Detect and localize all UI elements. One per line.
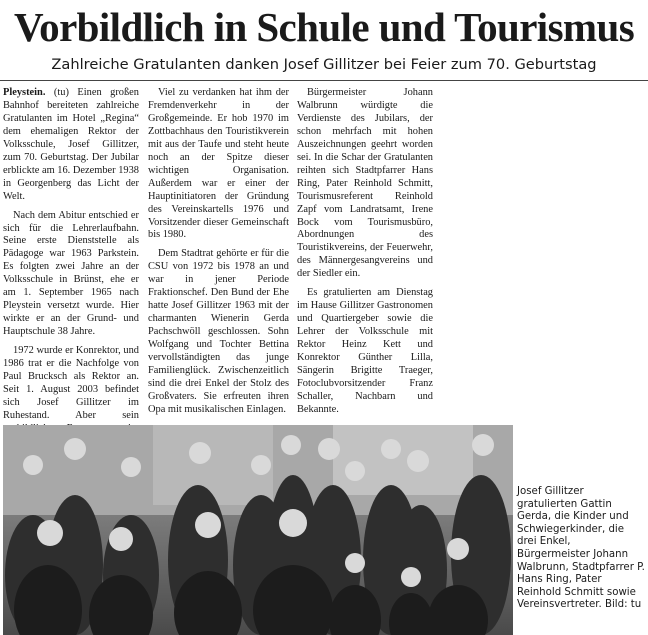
article-paragraph-3: 1972 wurde er Konrektor, und 1986 trat er die Nachfolge von Paul Brucksch als Rektor an. Seit 1. August 2003 befindet sich Josef Gillitzer im Ruhestand. Aber sein [3,345,139,421]
paragraph-text: (tu) Einen großen Bahnhof bereiteten zahlreiche Gratulanten im Hotel „Regina“ dem ehemaligen Rektor der Volksschule, Josef Gillitzer, zum 70. Geburtstag. Der Jubilar erblickte am 16. Dezember 1938 in Georgenberg das Licht der Welt. [3,87,139,202]
group-photo [3,425,513,635]
headline: Vorbildlich in Schule und Tourismus [13,4,635,50]
article-paragraph-5: Viel zu verdanken hat ihm der Fremdenverkehr in der Großgemeinde. Er hob 1970 im Zottbachhaus den Touristikverein mit aus der Taufe und steht heute noch an der Spitze dieser wichtigen Organisation. Außerdem war er einer der Hauptinitiatoren der Gründung des Vereinskartells 1976 und Vorsitzender dieser Gemeinschaft bis 1980. [148,87,289,241]
article-column-3 [297,87,433,423]
divider [0,80,648,81]
location-dateline: Pleystein. [3,87,46,98]
article-paragraph-7: Bürgermeister Johann Walbrunn würdigte die Verdienste des Jubilars, der schon mehrfach mit hohen Auszeichnungen geehrt worden sei. In die Schar der Gratulanten reihten sich Stadtpfarrer Hans Ring, Pater Reinhold Schmitt, Tourismusreferent Reinhold Zapf vom Landratsamt, Irene Bock vom Tourismusbüro, Abordnungen des Touristikvereins, der Feuerwehr, des Männergesangvereins und der Siedler ein. [297,87,433,280]
article-paragraph-6: Dem Stadtrat gehörte er für die CSU von 1972 bis 1978 an und war in jener Periode Fraktionschef. Den Bund der Ehe hatte Josef Gillitzer 1963 mit der charmanten Wienerin Gerda Pachschwöll geschlossen. Sohn Wolfgang und Tochter Bettina vervollständigten das junge Familienglück. Zwischenzeitlich sind die drei Enkel der Stolz des Großvaters. Sie erfreuten ihren Opa mit musikalischen Einlagen. [148,248,289,415]
subheadline: Zahlreiche Gratulanten danken Josef Gillitzer bei Feier zum 70. Geburtstag [51,56,597,73]
article-paragraph-2: Nach dem Abitur entschied er sich für die Lehrerlaufbahn. Seine erste Dienststelle als Pädagoge war 1963 Parkstein. Es folgten zwei Jahre an der Volksschule in Brünst, ehe er am 1. September 1965 nach Pleystein versetzt wurde. Hier wirkte er an der Grund- und Hauptschule 38 Jahre. [3,209,139,338]
article-paragraph-8: Es gratulierten am Dienstag im Hause Gillitzer Gastronomen und Quartiergeber sowie die Lehrer der Volksschule mit Rektor Heinz Kett und Konrektor Günther Lilla, Sängerin Brigitte Traeger, Fotoclubvorsitzender Franz Schaller, Nachbarn und Bekannte. [297,287,433,415]
group-photo-illustration [3,425,513,635]
article-column-2 [148,87,289,423]
article-paragraph-1 [3,87,139,204]
photo-caption: Josef Gillitzer gratulierten Gattin Gerda, die Kinder und Schwiegerkinder, die drei Enkel, Bürgermeister Johann Walbrunn, Stadtpfarrer P. Hans Ring, Pater Reinhold Schmitt sowie Vereinsvertreter. Bild: tu [517,486,645,611]
